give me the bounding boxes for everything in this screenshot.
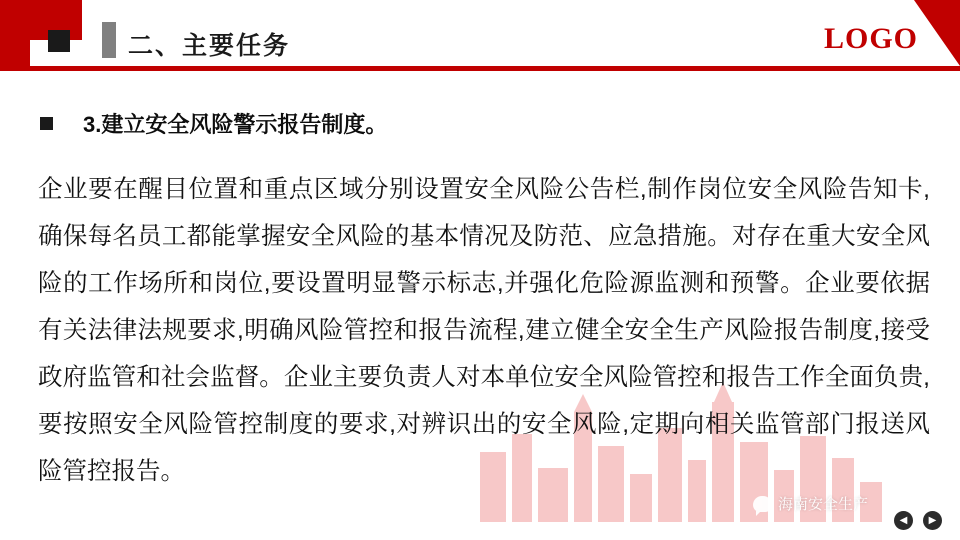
page-title: 3.建立安全风险警示报告制度。 — [83, 112, 388, 137]
slide-navigation[interactable] — [894, 511, 942, 530]
header-gray-bar — [102, 22, 116, 58]
next-slide-button[interactable]: ▶ — [923, 511, 942, 530]
watermark-label: 海南安全生产 — [777, 496, 868, 513]
slide-header — [0, 0, 960, 80]
watermark-badge — [753, 493, 868, 514]
header-dark-square-icon — [48, 30, 70, 52]
heading-row — [40, 108, 387, 139]
logo: LOGO — [823, 22, 918, 55]
section-title: 二、主要任务 — [128, 32, 291, 60]
body-paragraph: 企业要在醒目位置和重点区域分别设置安全风险公告栏,制作岗位安全风险告知卡,确保每名员工都能掌握安全风险的基本情况及防范、应急措施。对存在重大安全风险的工作场所和岗位,要设置明显警示标志,并强化危险源监测和预警。企业要依据有关法律法规要求,明确风险管控和报告流程,建立健全安全生产风险报告制度,接受政府监管和社会监督。企业主要负责人对本单位安全风险管控和报告工作全面负贵,要按照安全风险管控制度的要求,对辨识出的安全风险,定期向相关监管部门报送风险管控报告。 — [38, 176, 930, 485]
header-red-block-secondary — [0, 40, 30, 66]
wechat-icon — [753, 496, 772, 512]
header-divider — [0, 66, 960, 71]
prev-slide-button[interactable]: ◀ — [894, 511, 913, 530]
header-corner-triangle — [914, 0, 960, 66]
bullet-square-icon — [40, 117, 53, 130]
